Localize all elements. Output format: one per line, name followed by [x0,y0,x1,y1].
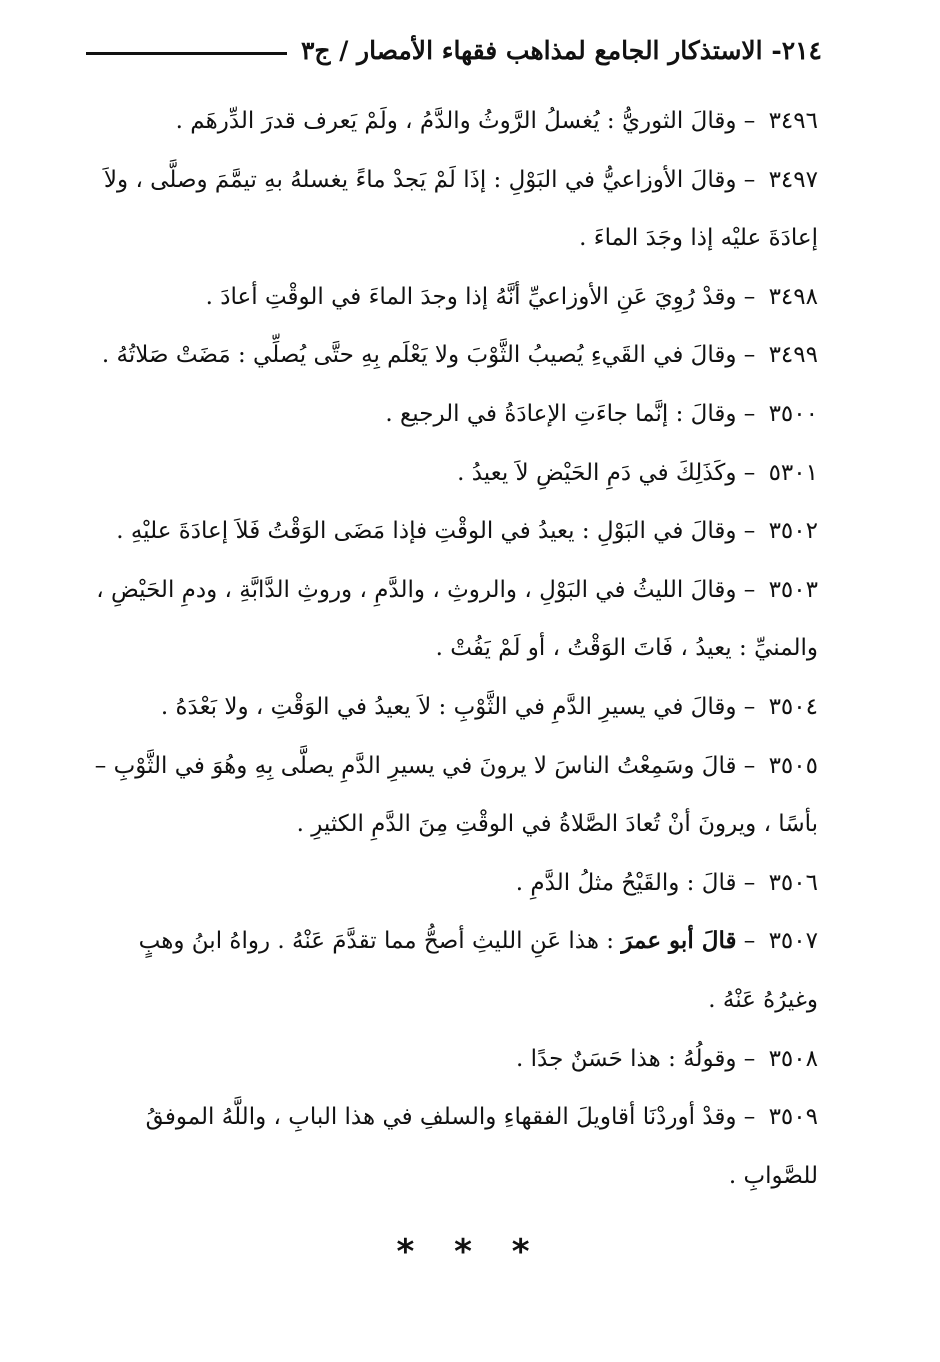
paragraph-number: ٣٥٠٤ [768,693,818,720]
page-body [78,92,818,1205]
paragraph-text: – وقدْ رُوِيَ عَنِ الأوزاعيِّ أنَّهُ إذا وجدَ الماءَ في الوقْتِ أعادَ . [205,283,756,310]
paragraph-number: ٣٥٠٨ [768,1045,818,1072]
paragraph-text: – وقالَ في القَيءِ يُصيبُ الثَّوْبَ ولا يَعْلَم بِهِ حتَّى يُصلِّي : مَضَتْ صَلاتُهُ . [101,342,756,369]
paragraph-number: ٣٥٠٩ [768,1104,818,1131]
paragraph-3497 [78,151,818,268]
paragraph-number: ٣٥٠٦ [768,869,818,896]
paragraph-3506 [78,854,818,913]
paragraph-number: ٣٤٩٩ [768,342,818,369]
paragraph-text: – قالَ وسَمِعْتُ الناسَ لا يرونَ في يسيرِ الدَّمِ يصلَّى بِهِ وهُوَ في الثَّوْبِ – بأسًا ، ويرونَ أنْ تُعادَ الصَّلاةُ في الوقْتِ مِنَ الدَّمِ الكثيرِ . [94,752,818,838]
paragraph-3501 [78,444,818,503]
paragraph-text: : هذا عَنِ الليثِ أصحُّ مما تقدَّمَ عَنْهُ . رواهُ ابنُ وهبٍ وغيرُهُ عَنْهُ . [138,928,818,1013]
paragraph-number: ٣٥٠٠ [768,400,818,427]
paragraph-text: – وقالَ في يسيرِ الدَّمِ في الثَّوْبِ : لاَ يعيدُ في الوَقْتِ ، ولا بَعْدَهُ . [160,693,756,720]
paragraph-text: – وقالَ الثوريُّ : يُغسلُ الرَّوثُ والدَّمُ ، ولَمْ يَعرف قدرَ الدِّرهَم . [175,108,756,134]
paragraph-text: – قالَ : والقَيْحُ مثلُ الدَّمِ . [515,869,756,896]
paragraph-3498 [78,268,818,327]
paragraph-text: – وقالَ في البَوْلِ : يعيدُ في الوقْتِ فإذا مَضَى الوَقْتُ فَلاَ إعادَةَ عليْهِ . [116,518,756,545]
paragraph-bold-lead: قالَ أبو عمرَ [621,927,737,955]
page-title: ٢١٤- الاستذكار الجامع لمذاهب فقهاء الأمصار / ج٣ [300,35,822,65]
paragraph-number: ٥٣٠١ [768,459,818,486]
paragraph-number: ٣٥٠٥ [768,752,818,779]
paragraph-3500 [78,385,818,444]
section-end-stars: * * * [396,1232,544,1272]
paragraph-text: – وقالَ : إنَّما جاءَتِ الإعادَةُ في الرجيع . [385,400,756,427]
paragraph-3509 [78,1088,818,1205]
paragraph-3508 [78,1030,818,1089]
paragraph-number: ٣٤٩٨ [768,283,818,310]
paragraph-text: – وقالَ الأوزاعيُّ في البَوْلِ : إذَا لَمْ يَجدْ ماءً يغسلهُ بهِ تيمَّمَ وصلَّى ، ولاَ إعادَةَ عليْه إذا وجَدَ الماءَ . [103,166,818,252]
paragraph-number: ٣٥٠٧ [768,928,818,955]
paragraph-text: – وقولُهُ : هذا حَسَنٌ جدًا . [516,1045,756,1072]
paragraph-text: – وقدْ أوردْنَا أقاويلَ الفقهاءِ والسلفِ في هذا البابِ ، واللَّهُ الموفقُ للصَّوابِ . [145,1104,818,1189]
paragraph-text: – وكَذَلِكَ في دَمِ الحَيْضِ لاَ يعيدُ . [457,459,756,486]
paragraph-3496 [78,92,818,151]
paragraph-3503 [78,561,818,678]
paragraph-3505 [78,737,818,854]
paragraph-3507: ٣٥٠٧ – قالَ أبو عمرَ : هذا عَنِ الليثِ أصحُّ مما تقدَّمَ عَنْهُ . رواهُ ابنُ وهبٍ وغيرُهُ عَنْهُ . [138,927,818,1013]
page-header [86,30,822,70]
header-rule [86,52,287,55]
paragraph-number: ٣٤٩٧ [768,166,818,193]
paragraph-number: ٣٤٩٦ [768,108,818,134]
paragraph-number: ٣٥٠٣ [768,576,818,603]
paragraph-text: – وقالَ الليثُ في البَوْلِ ، والروثِ ، والدَّمِ ، وروثِ الدَّابَّةِ ، ودمِ الحَيْضِ ، والمنيِّ : يعيدُ ، فَاتَ الوَقْتُ ، أو لَمْ يَفُتْ . [96,576,818,662]
paragraph-3499 [78,326,818,385]
paragraph-3502 [78,502,818,561]
paragraph-3504 [78,678,818,737]
paragraph-number: ٣٥٠٢ [768,518,818,545]
